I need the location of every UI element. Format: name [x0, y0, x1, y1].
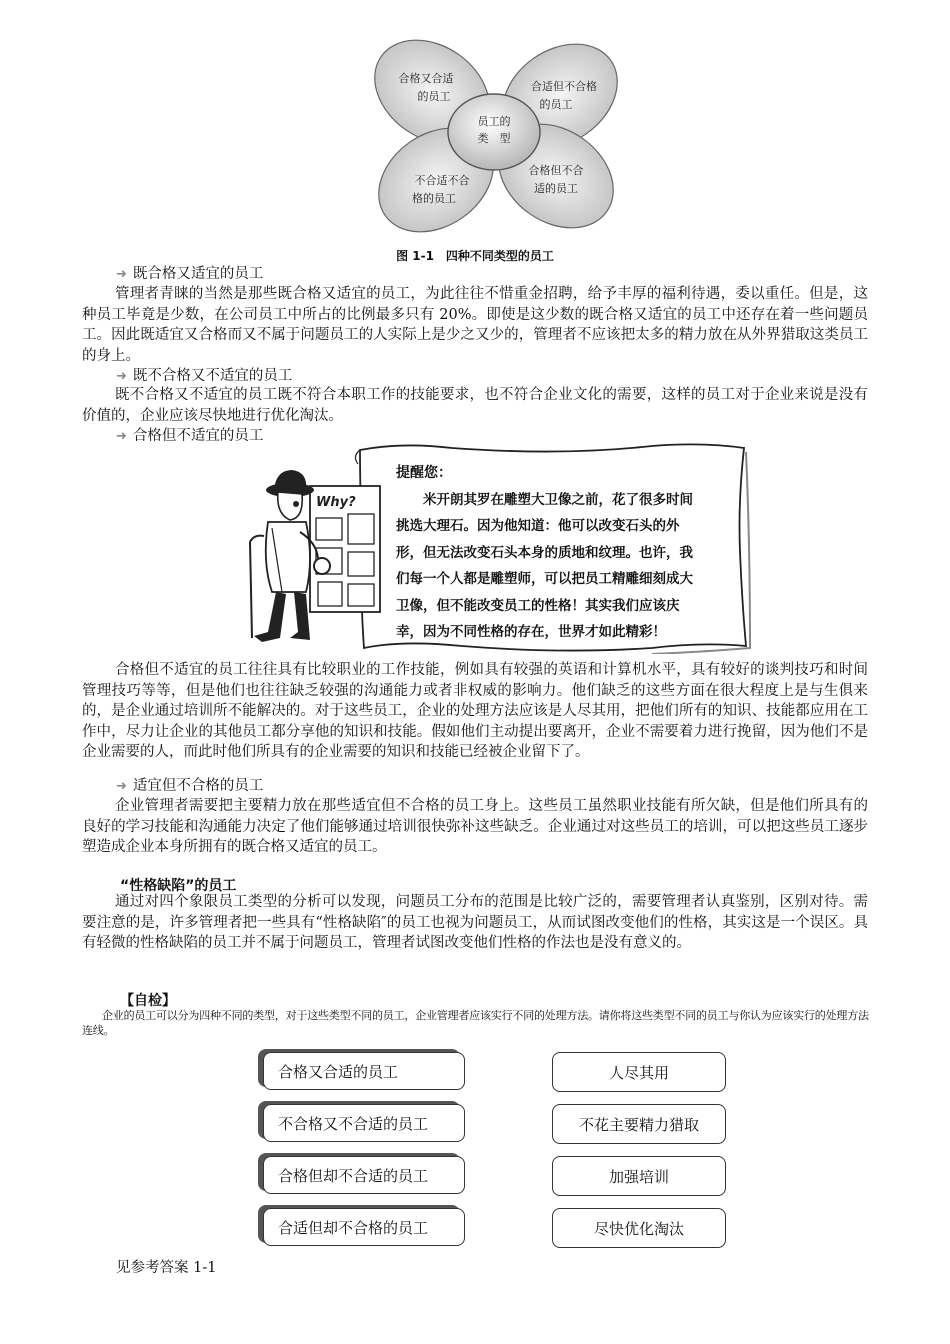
arrow-icon: ➜	[116, 429, 127, 444]
self-check-instructions: 企业的员工可以分为四种不同的类型，对于这些类型不同的员工，企业管理者应该实行不同的处理方法。请你将这些类型不同的员工与你认为应该实行的处理方法连线。	[82, 1009, 869, 1037]
method-box-strengthen-training[interactable]: 加强培训	[552, 1156, 726, 1196]
notice-board	[310, 486, 380, 612]
petal-4-line2: 适的员工	[534, 182, 578, 195]
petal-2-line1: 合适但不合格	[531, 80, 597, 93]
self-check-title: 【自检】	[120, 993, 176, 1009]
type-box-qualified-unsuitable[interactable]: 合格但却不合适的员工	[263, 1156, 465, 1194]
section2-paragraph: 既不合格又不适宜的员工既不符合本职工作的技能要求，也不符合企业文化的需要，这样的员工对于企业来说是没有价值的，企业应该尽快地进行优化淘汰。	[82, 387, 868, 424]
reminder-body: 米开朗其罗在雕塑大卫像之前，花了很多时间挑选大理石。因为他知道：他可以改变石头的外形，但无法改变石头本身的质地和纹理。也许，我们每一个人都是雕塑师，可以把员工精雕细刻成大卫像，但不能改变员工的性格！其实我们应该庆幸，因为不同性格的存在，世界才如此精彩！	[396, 491, 693, 640]
employee-types-diagram	[360, 28, 632, 248]
petal-3-line1: 不合适不合	[414, 174, 470, 187]
type-box-qualified-suitable[interactable]: 合格又合适的员工	[263, 1052, 465, 1090]
personality-heading: “性格缺陷”的员工	[120, 878, 237, 894]
petal-1-line1: 合格又合适	[398, 72, 454, 85]
reminder-title: 提醒您：	[396, 465, 452, 481]
bullet-label: 适宜但不合格的员工	[132, 778, 264, 794]
arrow-icon: ➜	[116, 369, 127, 384]
arrow-icon: ➜	[116, 779, 127, 794]
board-text: Why?	[316, 495, 356, 510]
center-label-1: 员工的	[477, 115, 511, 128]
section3-paragraph: 合格但不适宜的员工往往具有比较职业的工作技能，例如具有较强的英语和计算机水平，具有较好的谈判技巧和时间管理技巧等等，但是他们也往往缺乏较强的沟通能力或者非权威的影响力。他们缺乏的这些方面在很大程度上是与生俱来的，是企业通过培训所不能解决的。对于这些员工，企业的处理方法应该是人尽其用，把他们所有的知识、技能都应用在工作中，尽力让企业的其他员工都分享他的知识和技能。假如他们主动提出要离开，企业不需要着力进行挽留，因为他们不是企业需要的人，而此时他们所具有的企业需要的知识和技能已经被企业留下了。	[82, 662, 868, 760]
section4-paragraph: 企业管理者需要把主要精力放在那些适宜但不合格的员工身上。这些员工虽然职业技能有所欠缺，但是他们所具有的良好的学习技能和沟通能力决定了他们能够通过培训很快弥补这些缺乏。企业通过对这些员工的培训，可以把这些员工逐步塑造成企业本身所拥有的既合格又适宜的员工。	[82, 798, 868, 855]
reminder-text	[396, 460, 702, 646]
bullet-label: 合格但不适宜的员工	[132, 428, 264, 444]
personality-paragraph: 通过对四个象限员工类型的分析可以发现，问题员工分布的范围是比较广泛的，需要管理者认真鉴别，区别对待。需要注意的是，许多管理者把一些具有“性格缺陷″的员工也视为问题员工，从而试图改变他们的性格，其实这是一个误区。具有轻微的性格缺陷的员工并不属于问题员工，管理者试图改变他们性格的作法也是没有意义的。	[82, 894, 868, 951]
method-box-make-full-use[interactable]: 人尽其用	[552, 1052, 726, 1092]
bullet-label: 既不合格又不适宜的员工	[132, 368, 293, 384]
type-box-suitable-unqualified[interactable]: 合适但却不合格的员工	[263, 1208, 465, 1246]
arrow-icon: ➜	[116, 267, 127, 282]
petal-4-line1: 合格但不合	[528, 164, 584, 177]
method-box-eliminate-quickly[interactable]: 尽快优化淘汰	[552, 1208, 726, 1248]
petal-2-line2: 的员工	[539, 98, 573, 111]
bullet-label: 既合格又适宜的员工	[132, 266, 264, 282]
figure-caption: 图 1-1 四种不同类型的员工	[396, 249, 554, 263]
section-bullet-suitable-unqualified	[116, 776, 263, 797]
center-label-2: 类 型	[477, 132, 511, 145]
section-bullet-qualified-suitable	[116, 264, 263, 285]
section1-paragraph: 管理者青睐的当然是那些既合格又适宜的员工，为此往往不惜重金招聘，给予丰厚的福利待遇，委以重任。但是，这种员工毕竟是少数，在公司员工中所占的比例最多只有 20%。即使是这少数的既合格又适宜的员工中还存在着一些问题员工。因此既适宜又合格而又不属于问题员工的人实际上是少之又少的，管理者不应该把太多的精力放在从外界猎取这类员工的身上。	[82, 286, 868, 364]
type-box-unqualified-unsuitable[interactable]: 不合格又不合适的员工	[263, 1104, 465, 1142]
method-box-no-major-recruiting[interactable]: 不花主要精力猎取	[552, 1104, 726, 1144]
petal-1-line2: 的员工	[417, 90, 451, 103]
section-bullet-unqualified-unsuitable	[116, 366, 292, 387]
petal-3-line2: 格的员工	[412, 192, 456, 205]
answer-reference: 见参考答案 1-1	[116, 1260, 217, 1276]
